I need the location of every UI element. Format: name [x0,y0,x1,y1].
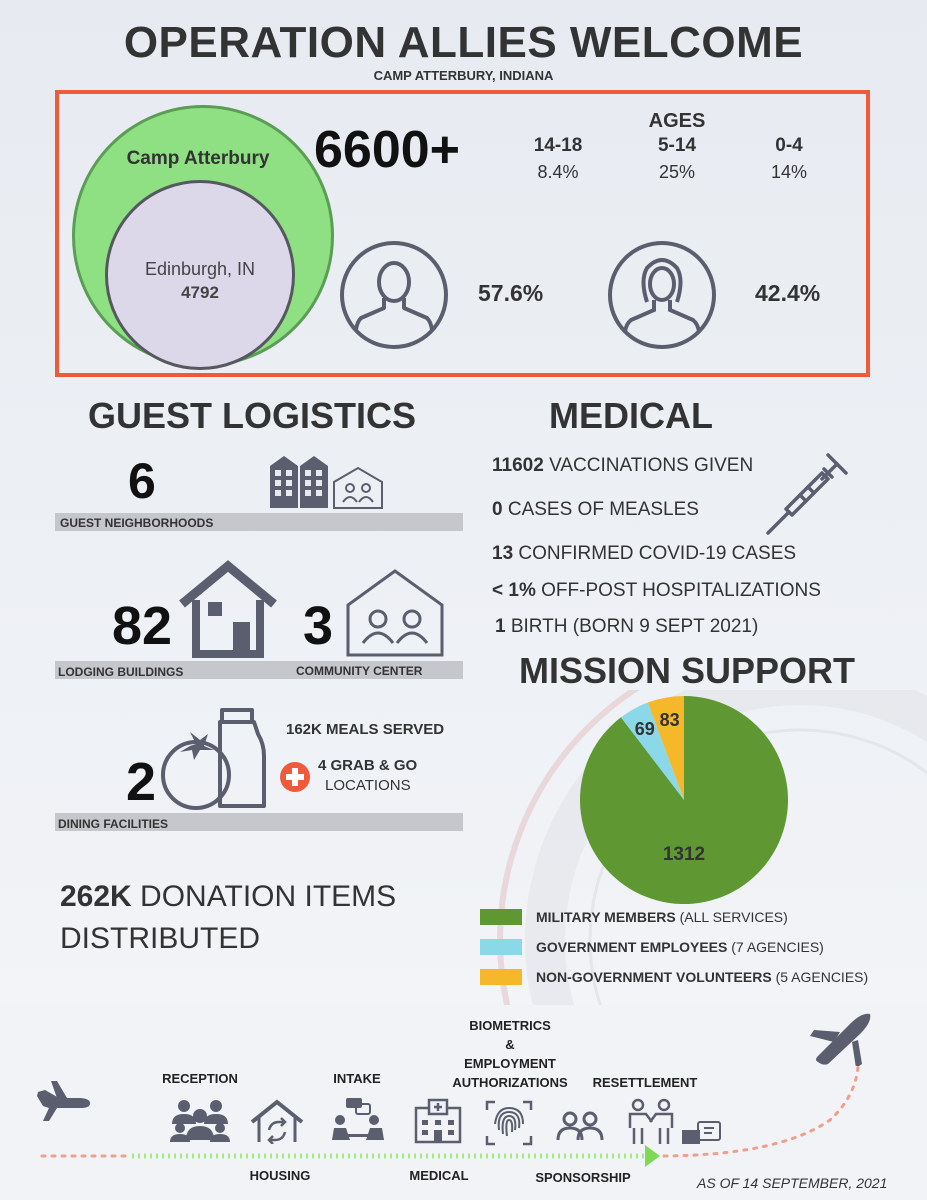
legend-military-bold: MILITARY MEMBERS [536,909,676,925]
lodging-value: 82 [112,596,173,656]
age-range-1: 14-18 [533,135,583,156]
dining-label: DINING FACILITIES [58,817,169,831]
legend-government-bold: GOVERNMENT EMPLOYEES [536,939,728,955]
community-label: COMMUNITY CENTER [296,664,423,678]
grab-go-count: 4 GRAB & GO [318,757,418,774]
neighborhoods-label: GUEST NEIGHBORHOODS [60,516,214,530]
camp-label: Camp Atterbury [126,148,270,169]
medical-item-5 [495,616,758,638]
step-biometrics-label: BIOMETRICS & EMPLOYMENT AUTHORIZATIONS [452,1018,568,1090]
legend-government [536,939,824,955]
donations-value: 262K [60,880,132,913]
legend-military [536,909,788,925]
medical-item-3 [492,543,796,565]
mission-support-pie-chart [578,694,790,906]
pie-label-volunteers: 83 [659,710,680,731]
medical-item-4 [492,580,821,602]
legend-swatch-military [480,909,522,925]
sponsorship-icon [556,1110,604,1144]
community-center-icon [345,567,445,657]
female-percentage: 42.4% [755,280,821,306]
as-of-date: AS OF 14 SEPTEMBER, 2021 [697,1175,888,1191]
medical-item-2 [492,499,699,521]
legend-volunteers-rest: (5 AGENCIES) [771,969,869,985]
syringe-icon [762,447,854,539]
pie-label-government: 69 [634,718,655,739]
community-value: 3 [303,596,334,656]
step-intake-label: INTAKE [333,1071,381,1086]
age-pct-2: 25% [658,162,696,182]
covid-value: 13 [492,543,514,564]
page-subtitle: CAMP ATTERBURY, INDIANA [373,68,554,83]
legend-volunteers [536,969,868,985]
age-range-3: 0-4 [775,135,803,156]
medical-building-icon [413,1098,463,1144]
town-label: Edinburgh, IN [144,259,256,279]
dining-food-icon [160,700,272,812]
grab-go-locations: LOCATIONS [325,777,411,794]
reception-icon [170,1096,230,1144]
mission-support-heading: MISSION SUPPORT [519,650,856,691]
step-housing-label: HOUSING [249,1168,311,1183]
intake-icon [330,1096,386,1144]
resettlement-icon [626,1098,722,1148]
meals-served: 162K MEALS SERVED [286,721,445,738]
page-title: OPERATION ALLIES WELCOME [123,18,804,67]
fingerprint-icon [485,1100,533,1146]
neighborhoods-value: 6 [128,453,156,509]
departing-plane-icon [810,1010,874,1066]
measles-label: CASES OF MEASLES [502,499,699,520]
step-medical-label: MEDICAL [409,1168,469,1183]
housing-icon [249,1098,305,1144]
female-icon [607,240,717,350]
step-reception-label: RECEPTION [162,1071,238,1086]
legend-volunteers-bold: NON-GOVERNMENT VOLUNTEERS [536,969,772,985]
vaccinations-value: 11602 [492,455,544,476]
legend-military-rest: (ALL SERVICES) [675,909,788,925]
town-value: 4792 [181,283,219,302]
pie-label-military: 1312 [662,844,706,866]
arriving-plane-icon [35,1078,93,1122]
legend-swatch-volunteers [480,969,522,985]
covid-label: CONFIRMED COVID-19 CASES [513,543,797,564]
male-percentage: 57.6% [478,280,544,306]
donations-line-2: DISTRIBUTED [60,922,261,955]
plus-icon [279,761,311,793]
house-icon [178,560,278,658]
donations-line-1 [60,880,396,914]
lodging-label: LODGING BUILDINGS [58,665,184,679]
guest-logistics-heading: GUEST LOGISTICS [88,395,417,436]
measles-value: 0 [492,499,503,520]
male-icon [339,240,449,350]
age-pct-1: 8.4% [537,162,579,182]
pie-slice-military [580,696,788,904]
medical-heading: MEDICAL [549,395,713,436]
donations-text: DONATION ITEMS [131,880,397,913]
dining-value: 2 [126,752,157,812]
step-resettlement-label: RESETTLEMENT [592,1075,698,1090]
ages-title: AGES [648,110,706,132]
vaccinations-label: VACCINATIONS GIVEN [543,455,754,476]
legend-government-rest: (7 AGENCIES) [727,939,824,955]
hospitalizations-value: < 1% [492,580,536,601]
total-guests: 6600+ [314,121,461,179]
legend-swatch-government [480,939,522,955]
age-pct-3: 14% [770,162,808,182]
age-range-2: 5-14 [657,135,697,156]
births-label: BIRTH (BORN 9 SEPT 2021) [505,616,759,637]
step-sponsorship-label: SPONSORSHIP [535,1170,631,1185]
neighborhood-buildings-icon [268,452,388,510]
hospitalizations-label: OFF-POST HOSPITALIZATIONS [535,580,821,601]
medical-item-1 [492,455,753,477]
births-value: 1 [495,616,506,637]
